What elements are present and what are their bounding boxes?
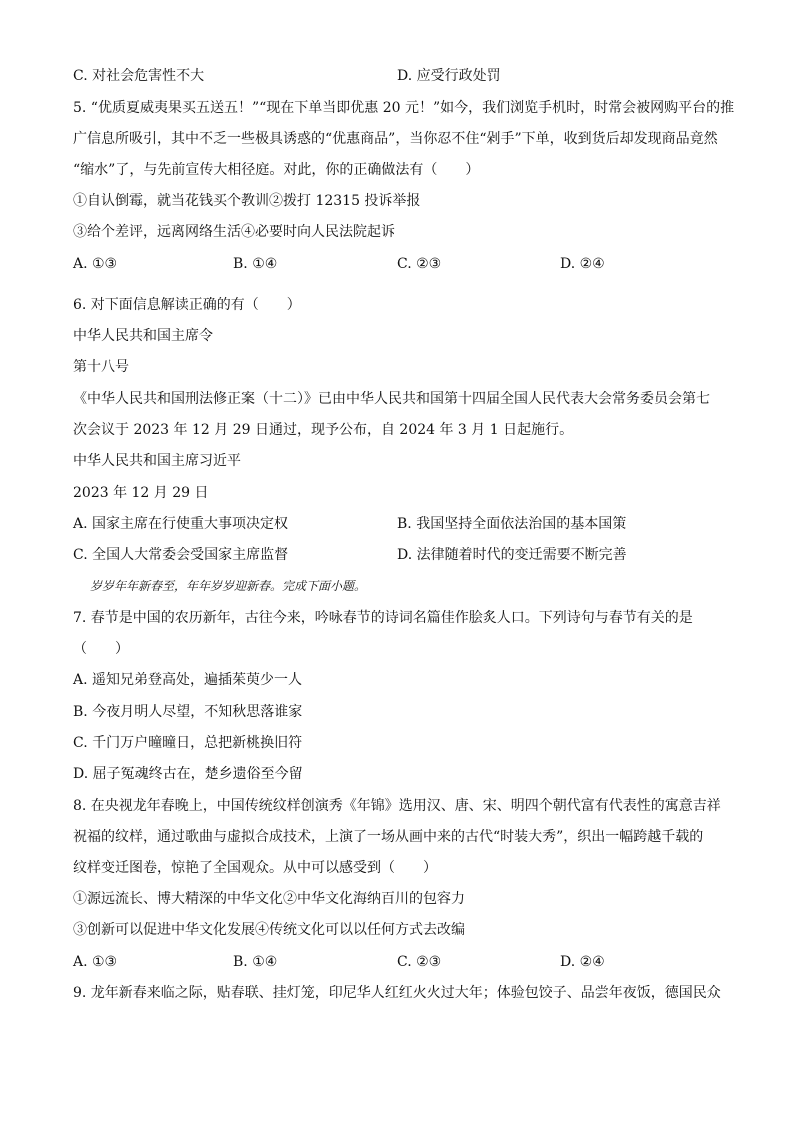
q9-stem-line-1: 9. 龙年新春来临之际，贴春联、挂灯笼，印尼华人红红火火过大年；体验包饺子、品尝年夜饭，德国民众 (73, 985, 721, 1001)
q5-option-a: A. ①③ (73, 256, 118, 272)
q8-option-a: A. ①③ (73, 954, 118, 970)
q8-stem-line-3: 纹样变迁图卷，惊艳了全国观众。从中可以感受到（ ） (73, 860, 437, 876)
q6-material-line-1: 中华人民共和国主席令 (73, 328, 213, 344)
q5-statement-2: ③给个差评，远离网络生活④必要时向人民法院起诉 (73, 224, 395, 240)
q4-option-d: D. 应受行政处罚 (397, 68, 501, 84)
q6-option-b: B. 我国坚持全面依法治国的基本国策 (397, 516, 627, 532)
q8-stem-line-2: 祝福的纹样，通过歌曲与虚拟合成技术，上演了一场从画中来的古代“时装大秀”，织出一幅跨越千载的 (73, 829, 704, 845)
q6-option-c: C. 全国人大常委会受国家主席监督 (73, 547, 289, 563)
q6-material-line-3: 《中华人民共和国刑法修正案（十二）》已由中华人民共和国第十四届全国人民代表大会常务委员会第七 (73, 391, 710, 407)
q8-option-b: B. ①④ (233, 954, 278, 970)
q8-stem-line-1: 8. 在央视龙年春晚上，中国传统纹样创演秀《年锦》选用汉、唐、宋、明四个朝代富有代表性的寓意吉祥 (73, 798, 721, 814)
q6-stem: 6. 对下面信息解读正确的有（ ） (73, 297, 301, 313)
q5-option-d: D. ②④ (560, 256, 605, 272)
q5-option-c: C. ②③ (397, 256, 442, 272)
q7-option-c: C. 千门万户曈曈日，总把新桃换旧符 (73, 735, 303, 751)
q5-stem-line-3: “缩水”了，与先前宣传大相径庭。对此，你的正确做法有（ ） (73, 162, 480, 178)
q7-stem-line-2: （ ） (73, 641, 129, 657)
group-note: 岁岁年年新春至，年年岁岁迎新春。完成下面小题。 (90, 579, 367, 593)
q6-option-a: A. 国家主席在行使重大事项决定权 (73, 516, 289, 532)
q5-option-b: B. ①④ (233, 256, 278, 272)
q7-option-a: A. 遥知兄弟登高处，遍插茱萸少一人 (73, 672, 303, 688)
q6-material-line-4: 次会议于 2023 年 12 月 29 日通过，现予公布，自 2024 年 3 月 1 日起施行。 (73, 422, 574, 438)
q7-stem-line-1: 7. 春节是中国的农历新年，古往今来，吟咏春节的诗词名篇佳作脍炙人口。下列诗句与春节有关的是 (73, 610, 693, 626)
q5-stem-line-2: 广信息所吸引，其中不乏一些极具诱惑的“优惠商品”，当你忍不住“剁手”下单，收到货后却发现商品竟然 (73, 131, 718, 147)
q8-statement-2: ③创新可以促进中华文化发展④传统文化可以以任何方式去改编 (73, 922, 465, 938)
q8-option-d: D. ②④ (560, 954, 605, 970)
q8-statement-1: ①源远流长、博大精深的中华文化②中华文化海纳百川的包容力 (73, 891, 465, 907)
q8-option-c: C. ②③ (397, 954, 442, 970)
q7-option-b: B. 今夜月明人尽望，不知秋思落谁家 (73, 704, 303, 720)
q6-material-line-6: 2023 年 12 月 29 日 (73, 485, 209, 501)
q6-material-line-5: 中华人民共和国主席习近平 (73, 453, 241, 469)
q5-stem-line-1: 5. “优质夏威夷果买五送五！”“现在下单当即优惠 20 元！”如今，我们浏览手机时，时常会被网购平台的推 (73, 100, 735, 116)
q6-option-d: D. 法律随着时代的变迁需要不断完善 (397, 547, 627, 563)
q4-option-c: C. 对社会危害性不大 (73, 68, 205, 84)
q6-material-line-2: 第十八号 (73, 359, 129, 375)
q5-statement-1: ①自认倒霉，就当花钱买个教训②拨打 12315 投诉举报 (73, 193, 421, 209)
q7-option-d: D. 屈子冤魂终古在，楚乡遗俗至今留 (73, 766, 303, 782)
